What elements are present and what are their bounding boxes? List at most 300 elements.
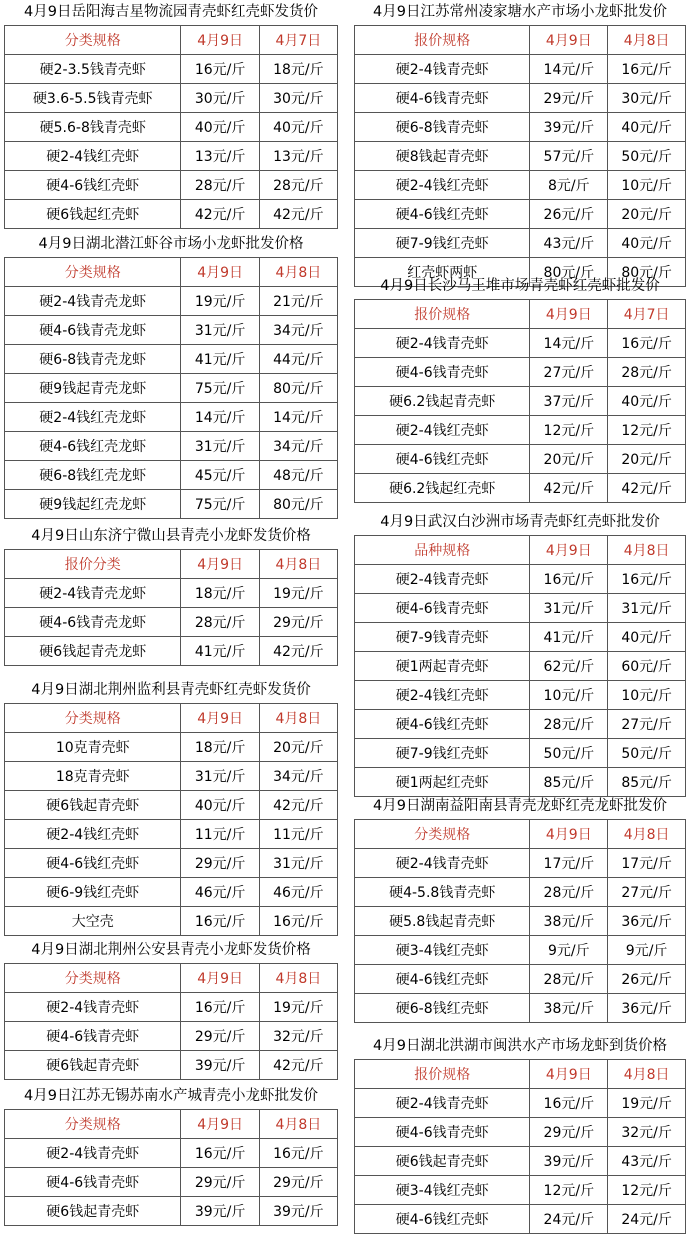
block-title: 4月9日山东济宁微山县青壳小龙虾发货价格 xyxy=(31,528,311,544)
spec-cell: 硬1两起青壳虾 xyxy=(355,652,530,681)
price-cell: 28元/斤 xyxy=(608,358,686,387)
block-title: 4月9日湖北荆州监利县青壳虾红壳虾发货价 xyxy=(31,682,311,698)
price-cell: 34元/斤 xyxy=(259,762,337,791)
price-cell: 12元/斤 xyxy=(608,1176,686,1205)
price-cell: 42元/斤 xyxy=(530,474,608,503)
table-row xyxy=(5,316,338,345)
table-row xyxy=(5,849,338,878)
spec-column-header: 分类规格 xyxy=(5,704,181,733)
spec-cell: 硬3-4钱红壳虾 xyxy=(355,1176,530,1205)
price-cell: 18元/斤 xyxy=(181,579,259,608)
price-block xyxy=(4,1084,338,1226)
table-row xyxy=(355,113,686,142)
price-block xyxy=(354,510,686,797)
price-cell: 45元/斤 xyxy=(181,461,259,490)
table-row xyxy=(355,652,686,681)
price-cell: 31元/斤 xyxy=(181,316,259,345)
spec-cell: 硬2-4钱青壳虾 xyxy=(355,1089,530,1118)
price-table xyxy=(4,257,338,519)
date-column-header: 4月8日 xyxy=(608,820,686,849)
spec-cell: 硬2-3.5钱青壳虾 xyxy=(5,55,181,84)
price-block xyxy=(4,524,338,666)
price-cell: 29元/斤 xyxy=(259,1168,337,1197)
table-row xyxy=(355,445,686,474)
price-cell: 28元/斤 xyxy=(181,171,259,200)
price-cell: 57元/斤 xyxy=(530,142,608,171)
block-title: 4月9日湖南益阳南县青壳龙虾红壳龙虾批发价 xyxy=(373,798,667,814)
spec-cell: 硬2-4钱青壳龙虾 xyxy=(5,287,181,316)
price-cell: 26元/斤 xyxy=(608,965,686,994)
price-cell: 14元/斤 xyxy=(259,403,337,432)
spec-cell: 硬4-6钱青壳虾 xyxy=(355,594,530,623)
table-row xyxy=(355,565,686,594)
price-cell: 20元/斤 xyxy=(530,445,608,474)
table-row xyxy=(5,1022,338,1051)
table-row xyxy=(5,608,338,637)
block-title: 4月9日岳阳海吉星物流园青壳虾红壳虾发货价 xyxy=(24,4,318,20)
price-cell: 32元/斤 xyxy=(608,1118,686,1147)
spec-cell: 大空壳 xyxy=(5,907,181,936)
price-cell: 39元/斤 xyxy=(181,1197,259,1226)
spec-cell: 硬2-4钱红壳龙虾 xyxy=(5,403,181,432)
spec-cell: 硬3-4钱红壳虾 xyxy=(355,936,530,965)
price-cell: 14元/斤 xyxy=(181,403,259,432)
price-cell: 13元/斤 xyxy=(259,142,337,171)
price-cell: 75元/斤 xyxy=(181,490,259,519)
spec-cell: 硬1两起红壳虾 xyxy=(355,768,530,797)
price-block xyxy=(354,794,686,1023)
spec-cell: 硬6-8钱红壳虾 xyxy=(355,994,530,1023)
table-row xyxy=(355,907,686,936)
date-column-header: 4月7日 xyxy=(259,26,337,55)
spec-cell: 硬8钱起青壳虾 xyxy=(355,142,530,171)
table-row xyxy=(5,1051,338,1080)
price-cell: 29元/斤 xyxy=(181,849,259,878)
spec-column-header: 分类规格 xyxy=(5,1110,181,1139)
block-title: 4月9日江苏无锡苏南水产城青壳小龙虾批发价 xyxy=(24,1088,318,1104)
spec-cell: 硬6钱起青壳虾 xyxy=(355,1147,530,1176)
date-column-header: 4月9日 xyxy=(530,26,608,55)
date-column-header: 4月8日 xyxy=(259,964,337,993)
table-row xyxy=(355,936,686,965)
spec-cell: 硬2-4钱红壳虾 xyxy=(355,681,530,710)
date-column-header: 4月9日 xyxy=(530,536,608,565)
spec-cell: 硬9钱起青壳龙虾 xyxy=(5,374,181,403)
table-row xyxy=(355,474,686,503)
price-cell: 40元/斤 xyxy=(181,791,259,820)
spec-cell: 硬2-4钱红壳虾 xyxy=(355,171,530,200)
price-table xyxy=(4,963,338,1080)
price-cell: 39元/斤 xyxy=(530,1147,608,1176)
price-cell: 14元/斤 xyxy=(530,329,608,358)
price-cell: 40元/斤 xyxy=(259,113,337,142)
spec-cell: 硬4-6钱红壳虾 xyxy=(355,965,530,994)
header-row xyxy=(355,300,686,329)
price-cell: 31元/斤 xyxy=(608,594,686,623)
price-cell: 48元/斤 xyxy=(259,461,337,490)
price-cell: 28元/斤 xyxy=(259,171,337,200)
price-cell: 38元/斤 xyxy=(530,907,608,936)
block-title: 4月9日武汉白沙洲市场青壳虾红壳虾批发价 xyxy=(380,514,660,530)
price-block xyxy=(354,0,686,287)
spec-cell: 硬4-6钱青壳虾 xyxy=(355,84,530,113)
table-row xyxy=(5,1139,338,1168)
date-column-header: 4月8日 xyxy=(259,1110,337,1139)
table-row xyxy=(355,681,686,710)
price-cell: 34元/斤 xyxy=(259,316,337,345)
price-cell: 40元/斤 xyxy=(608,623,686,652)
price-cell: 16元/斤 xyxy=(181,55,259,84)
spec-cell: 硬6.2钱起红壳虾 xyxy=(355,474,530,503)
table-row xyxy=(5,993,338,1022)
spec-cell: 硬4-6钱红壳虾 xyxy=(5,849,181,878)
spec-cell: 硬6-8钱青壳龙虾 xyxy=(5,345,181,374)
table-row xyxy=(5,374,338,403)
block-title: 4月9日湖北洪湖市闽洪水产市场龙虾到货价格 xyxy=(373,1038,667,1054)
date-column-header: 4月8日 xyxy=(259,704,337,733)
price-cell: 18元/斤 xyxy=(181,733,259,762)
table-row xyxy=(5,461,338,490)
spec-cell: 硬5.6-8钱青壳虾 xyxy=(5,113,181,142)
table-row xyxy=(355,965,686,994)
price-cell: 40元/斤 xyxy=(608,229,686,258)
price-cell: 9元/斤 xyxy=(530,936,608,965)
price-cell: 42元/斤 xyxy=(259,200,337,229)
spec-column-header: 分类规格 xyxy=(5,964,181,993)
table-row xyxy=(5,1197,338,1226)
table-row xyxy=(355,229,686,258)
spec-cell: 硬3.6-5.5钱青壳虾 xyxy=(5,84,181,113)
price-cell: 50元/斤 xyxy=(608,142,686,171)
price-cell: 42元/斤 xyxy=(259,637,337,666)
price-cell: 16元/斤 xyxy=(259,907,337,936)
spec-cell: 硬2-4钱青壳龙虾 xyxy=(5,579,181,608)
table-row xyxy=(355,1118,686,1147)
spec-cell: 硬6-8钱红壳龙虾 xyxy=(5,461,181,490)
table-row xyxy=(5,55,338,84)
price-cell: 19元/斤 xyxy=(181,287,259,316)
date-column-header: 4月9日 xyxy=(181,964,259,993)
price-cell: 20元/斤 xyxy=(259,733,337,762)
table-row xyxy=(355,594,686,623)
spec-cell: 硬2-4钱青壳虾 xyxy=(355,329,530,358)
price-cell: 29元/斤 xyxy=(259,608,337,637)
price-cell: 29元/斤 xyxy=(530,84,608,113)
table-row xyxy=(355,200,686,229)
price-cell: 10元/斤 xyxy=(608,171,686,200)
date-column-header: 4月7日 xyxy=(608,300,686,329)
price-cell: 20元/斤 xyxy=(608,445,686,474)
header-row xyxy=(355,26,686,55)
date-column-header: 4月9日 xyxy=(530,300,608,329)
date-column-header: 4月9日 xyxy=(530,1060,608,1089)
price-table xyxy=(4,703,338,936)
price-cell: 16元/斤 xyxy=(181,1139,259,1168)
spec-cell: 硬4-6钱青壳虾 xyxy=(355,1118,530,1147)
block-title: 4月9日江苏常州凌家塘水产市场小龙虾批发价 xyxy=(373,4,667,20)
price-cell: 27元/斤 xyxy=(608,710,686,739)
price-cell: 40元/斤 xyxy=(608,113,686,142)
header-row xyxy=(355,536,686,565)
price-table xyxy=(354,535,686,797)
price-cell: 31元/斤 xyxy=(530,594,608,623)
spec-cell: 硬4-6钱青壳龙虾 xyxy=(5,316,181,345)
spec-cell: 硬7-9钱青壳虾 xyxy=(355,623,530,652)
price-cell: 42元/斤 xyxy=(608,474,686,503)
table-row xyxy=(5,287,338,316)
price-table xyxy=(4,1109,338,1226)
price-block xyxy=(354,1034,686,1234)
price-cell: 31元/斤 xyxy=(259,849,337,878)
price-cell: 75元/斤 xyxy=(181,374,259,403)
spec-cell: 硬6钱起青壳虾 xyxy=(5,1197,181,1226)
spec-column-header: 品种规格 xyxy=(355,536,530,565)
price-cell: 50元/斤 xyxy=(530,739,608,768)
price-cell: 16元/斤 xyxy=(259,1139,337,1168)
table-row xyxy=(355,1147,686,1176)
table-row xyxy=(355,329,686,358)
date-column-header: 4月9日 xyxy=(530,820,608,849)
spec-cell: 硬4-6钱红壳虾 xyxy=(355,1205,530,1234)
spec-cell: 硬4-6钱青壳虾 xyxy=(5,1022,181,1051)
table-row xyxy=(5,1168,338,1197)
price-table xyxy=(354,819,686,1023)
date-column-header: 4月9日 xyxy=(181,550,259,579)
table-row xyxy=(355,142,686,171)
spec-cell: 硬4-6钱红壳虾 xyxy=(355,445,530,474)
price-cell: 28元/斤 xyxy=(530,878,608,907)
price-cell: 32元/斤 xyxy=(259,1022,337,1051)
price-cell: 16元/斤 xyxy=(608,565,686,594)
spec-column-header: 报价规格 xyxy=(355,26,530,55)
header-row xyxy=(5,1110,338,1139)
date-column-header: 4月8日 xyxy=(259,258,337,287)
price-cell: 29元/斤 xyxy=(530,1118,608,1147)
price-cell: 85元/斤 xyxy=(530,768,608,797)
spec-cell: 硬4-6钱红壳虾 xyxy=(5,171,181,200)
price-cell: 34元/斤 xyxy=(259,432,337,461)
block-title: 4月9日湖北荆州公安县青壳小龙虾发货价格 xyxy=(31,942,311,958)
price-cell: 30元/斤 xyxy=(259,84,337,113)
date-column-header: 4月8日 xyxy=(608,1060,686,1089)
table-row xyxy=(355,849,686,878)
table-row xyxy=(355,1205,686,1234)
header-row xyxy=(5,704,338,733)
spec-column-header: 报价规格 xyxy=(355,1060,530,1089)
spec-cell: 硬2-4钱青壳虾 xyxy=(5,993,181,1022)
price-cell: 16元/斤 xyxy=(181,993,259,1022)
spec-cell: 硬6钱起青壳虾 xyxy=(5,791,181,820)
spec-cell: 硬2-4钱青壳虾 xyxy=(355,55,530,84)
price-cell: 8元/斤 xyxy=(530,171,608,200)
price-cell: 50元/斤 xyxy=(608,739,686,768)
date-column-header: 4月8日 xyxy=(608,536,686,565)
spec-cell: 硬6钱起红壳虾 xyxy=(5,200,181,229)
price-cell: 43元/斤 xyxy=(530,229,608,258)
spec-column-header: 分类规格 xyxy=(5,26,181,55)
price-cell: 42元/斤 xyxy=(259,791,337,820)
date-column-header: 4月9日 xyxy=(181,258,259,287)
table-row xyxy=(5,200,338,229)
spec-cell: 硬5.8钱起青壳虾 xyxy=(355,907,530,936)
price-cell: 36元/斤 xyxy=(608,994,686,1023)
table-row xyxy=(5,762,338,791)
header-row xyxy=(5,258,338,287)
header-row xyxy=(355,820,686,849)
price-cell: 27元/斤 xyxy=(608,878,686,907)
price-cell: 38元/斤 xyxy=(530,994,608,1023)
date-column-header: 4月8日 xyxy=(259,550,337,579)
spec-cell: 硬2-4钱红壳虾 xyxy=(355,416,530,445)
header-row xyxy=(5,26,338,55)
spec-cell: 硬2-4钱青壳虾 xyxy=(355,849,530,878)
table-row xyxy=(5,733,338,762)
price-cell: 10元/斤 xyxy=(608,681,686,710)
header-row xyxy=(5,550,338,579)
spec-cell: 10克青壳虾 xyxy=(5,733,181,762)
price-cell: 12元/斤 xyxy=(530,1176,608,1205)
price-cell: 39元/斤 xyxy=(181,1051,259,1080)
spec-cell: 硬4-6钱青壳虾 xyxy=(355,358,530,387)
price-cell: 30元/斤 xyxy=(181,84,259,113)
price-table xyxy=(354,25,686,287)
price-cell: 29元/斤 xyxy=(181,1168,259,1197)
spec-cell: 硬2-4钱青壳虾 xyxy=(355,565,530,594)
price-cell: 62元/斤 xyxy=(530,652,608,681)
price-cell: 36元/斤 xyxy=(608,907,686,936)
table-row xyxy=(5,637,338,666)
price-cell: 31元/斤 xyxy=(181,762,259,791)
price-cell: 28元/斤 xyxy=(530,965,608,994)
price-cell: 80元/斤 xyxy=(259,490,337,519)
price-cell: 16元/斤 xyxy=(530,565,608,594)
table-row xyxy=(355,358,686,387)
price-cell: 18元/斤 xyxy=(259,55,337,84)
block-title: 4月9日长沙马王堆市场青壳虾红壳虾批发价 xyxy=(380,278,660,294)
spec-cell: 硬2-4钱青壳虾 xyxy=(5,1139,181,1168)
spec-cell: 硬2-4钱红壳虾 xyxy=(5,142,181,171)
price-cell: 40元/斤 xyxy=(608,387,686,416)
spec-cell: 硬4-6钱红壳虾 xyxy=(355,710,530,739)
price-table xyxy=(354,299,686,503)
price-cell: 13元/斤 xyxy=(181,142,259,171)
spec-cell: 硬4-6钱红壳龙虾 xyxy=(5,432,181,461)
table-row xyxy=(5,171,338,200)
price-cell: 40元/斤 xyxy=(181,113,259,142)
price-cell: 16元/斤 xyxy=(608,55,686,84)
price-cell: 42元/斤 xyxy=(181,200,259,229)
price-cell: 16元/斤 xyxy=(530,1089,608,1118)
table-row xyxy=(355,710,686,739)
price-cell: 41元/斤 xyxy=(181,637,259,666)
table-row xyxy=(5,113,338,142)
price-cell: 80元/斤 xyxy=(608,258,686,287)
price-block xyxy=(4,678,338,936)
header-row xyxy=(355,1060,686,1089)
table-row xyxy=(5,84,338,113)
date-column-header: 4月9日 xyxy=(181,1110,259,1139)
price-cell: 46元/斤 xyxy=(259,878,337,907)
table-row xyxy=(5,142,338,171)
price-cell: 41元/斤 xyxy=(530,623,608,652)
spec-cell: 硬6钱起青壳虾 xyxy=(5,1051,181,1080)
price-cell: 16元/斤 xyxy=(181,907,259,936)
price-cell: 80元/斤 xyxy=(530,258,608,287)
table-row xyxy=(5,791,338,820)
price-cell: 30元/斤 xyxy=(608,84,686,113)
price-table xyxy=(354,1059,686,1234)
table-row xyxy=(355,387,686,416)
price-cell: 80元/斤 xyxy=(259,374,337,403)
price-cell: 12元/斤 xyxy=(530,416,608,445)
price-cell: 26元/斤 xyxy=(530,200,608,229)
table-row xyxy=(5,345,338,374)
price-cell: 19元/斤 xyxy=(608,1089,686,1118)
block-title: 4月9日湖北潜江虾谷市场小龙虾批发价格 xyxy=(38,236,304,252)
price-cell: 20元/斤 xyxy=(608,200,686,229)
price-cell: 85元/斤 xyxy=(608,768,686,797)
spec-cell: 硬7-9钱红壳虾 xyxy=(355,229,530,258)
price-cell: 19元/斤 xyxy=(259,993,337,1022)
table-row xyxy=(5,403,338,432)
price-cell: 44元/斤 xyxy=(259,345,337,374)
price-cell: 19元/斤 xyxy=(259,579,337,608)
price-cell: 10元/斤 xyxy=(530,681,608,710)
price-cell: 24元/斤 xyxy=(608,1205,686,1234)
spec-cell: 硬7-9钱红壳虾 xyxy=(355,739,530,768)
price-cell: 42元/斤 xyxy=(259,1051,337,1080)
price-cell: 14元/斤 xyxy=(530,55,608,84)
spec-cell: 18克青壳虾 xyxy=(5,762,181,791)
price-cell: 11元/斤 xyxy=(259,820,337,849)
spec-cell: 硬6.2钱起青壳虾 xyxy=(355,387,530,416)
price-block xyxy=(4,938,338,1080)
price-cell: 11元/斤 xyxy=(181,820,259,849)
price-cell: 16元/斤 xyxy=(608,329,686,358)
date-column-header: 4月9日 xyxy=(181,704,259,733)
spec-column-header: 分类规格 xyxy=(355,820,530,849)
spec-cell: 硬6-8钱青壳虾 xyxy=(355,113,530,142)
spec-cell: 硬6-9钱红壳虾 xyxy=(5,878,181,907)
table-row xyxy=(355,878,686,907)
price-cell: 31元/斤 xyxy=(181,432,259,461)
price-block xyxy=(4,232,338,519)
table-row xyxy=(355,768,686,797)
spec-cell: 硬2-4钱红壳虾 xyxy=(5,820,181,849)
spec-cell: 硬4-6钱青壳虾 xyxy=(5,1168,181,1197)
spec-cell: 硬9钱起红壳龙虾 xyxy=(5,490,181,519)
price-cell: 46元/斤 xyxy=(181,878,259,907)
price-table xyxy=(4,549,338,666)
spec-column-header: 报价分类 xyxy=(5,550,181,579)
price-cell: 39元/斤 xyxy=(259,1197,337,1226)
spec-cell: 硬4-6钱青壳龙虾 xyxy=(5,608,181,637)
price-cell: 37元/斤 xyxy=(530,387,608,416)
spec-cell: 硬4-6钱红壳虾 xyxy=(355,200,530,229)
spec-cell: 红壳虾两虾 xyxy=(355,258,530,287)
table-row xyxy=(5,820,338,849)
price-cell: 24元/斤 xyxy=(530,1205,608,1234)
price-cell: 17元/斤 xyxy=(608,849,686,878)
price-block xyxy=(354,274,686,503)
date-column-header: 4月9日 xyxy=(181,26,259,55)
table-row xyxy=(355,55,686,84)
price-cell: 12元/斤 xyxy=(608,416,686,445)
price-cell: 43元/斤 xyxy=(608,1147,686,1176)
price-cell: 29元/斤 xyxy=(181,1022,259,1051)
table-row xyxy=(5,878,338,907)
price-cell: 28元/斤 xyxy=(181,608,259,637)
